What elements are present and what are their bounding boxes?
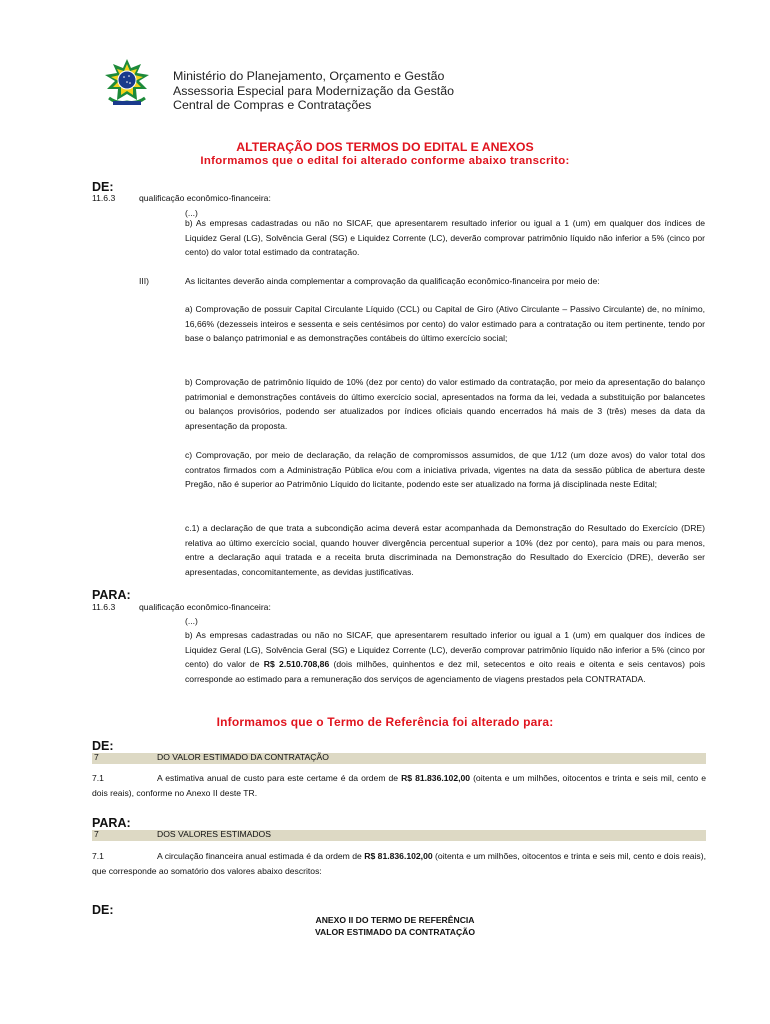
edital-para-item-b (185, 628, 705, 687)
tr-de-item-number: 7.1 (92, 773, 104, 783)
document-subtitle: Informamos que o edital foi alterado conforme abaixo transcrito: (200, 155, 570, 167)
edital-de-item-a: a) Comprovação de possuir Capital Circulante Líquido (CCL) ou Capital de Giro (Ativo Circulante – Passivo Circulante) de, no mínimo, 16,66% (dezesseis inteiros e sessenta e seis centésimos por cento) do valor estimado para a contratação ou item pertinente, tendo por base o balanço patrimonial e as demonstrações contábeis do último exercício social; (185, 304, 705, 344)
tr-de-text-value: R$ 81.836.102,00 (401, 773, 471, 783)
edital-de-item-b: b) As empresas cadastradas ou não no SICAF, que apresentarem resultado inferior ou igual a 1 (um) em qualquer dos índices de Liquidez Geral (LG), Solvência Geral (SG) e Liquidez Corrente (LC), deverão comprovar patrimônio líquido não inferior a 5% (cinco por cento) do valor total estimado da contratação. (185, 218, 705, 258)
tr-para-section-number: 7 (94, 829, 99, 839)
tr-para-section-title: DOS VALORES ESTIMADOS (157, 829, 271, 839)
tr-de-section-title: DO VALOR ESTIMADO DA CONTRATAÇÃO (157, 752, 329, 762)
anexo-title-line2: VALOR ESTIMADO DA CONTRATAÇÃO (314, 927, 476, 937)
anexo-title-line1: ANEXO II DO TERMO DE REFERÊNCIA (315, 915, 475, 925)
edital-para-item-number: 11.6.3 (92, 602, 116, 612)
edital-de-item-b2: b) Comprovação de patrimônio líquido de 10% (dez por cento) do valor estimado da contratação, por meio da apresentação do balanço patrimonial e demonstrações contáveis do último exercício social, apresentados na forma da lei, vedada a substituição por balancetes ou balanços provisórios, podendo ser atualizados por índices oficiais quando encerrados há mais de 3 (três) meses da data da apresentação da proposta. (185, 377, 705, 432)
tr-change-title: Informamos que o Termo de Referência foi alterado para: (216, 715, 554, 729)
tr-para-section-bar (92, 830, 706, 841)
edital-de-item-number: 11.6.3 (92, 193, 116, 203)
tr-para-text-pre: A circulação financeira anual estimada é da ordem de (157, 851, 365, 861)
tr-de-section-bar (92, 753, 706, 764)
tr-de-item-text (92, 771, 706, 800)
tr-para-item-text (92, 849, 706, 878)
edital-de-item-title: qualificação econômico-financeira: (139, 193, 271, 203)
edital-para-item-title: qualificação econômico-financeira: (139, 602, 271, 612)
tr-para-text-post: (oitenta e um milhões, oitocentos e trinta e seis mil, cento e dois reais), que corresponde ao somatório dos valores abaixo descritos: (92, 851, 706, 876)
edital-para-item-b-post: (dois milhões, quinhentos e dez mil, setecentos e oito reais e oitenta e seis centavos) pois corresponde ao estimado para a remuneração dos serviços de agenciamento de viagens prestados pela CONTRATADA. (185, 659, 705, 685)
document-title: ALTERAÇÃO DOS TERMOS DO EDITAL E ANEXOS (236, 140, 534, 154)
anexo-de-label: DE: (92, 903, 114, 917)
tr-para-label: PARA: (92, 816, 131, 830)
edital-para-ellipsis: (...) (185, 616, 198, 626)
tr-de-text-pre: A estimativa anual de custo para este certame é da ordem de (157, 773, 402, 783)
edital-para-item-b-pre: b) As empresas cadastradas ou não no SICAF, que apresentarem resultado inferior ou igual a 1 (um) em qualquer dos índices de Liquidez Geral (LG), Solvência Geral (SG) e Liquidez Corrente (LC), deverão comprovar patrimônio líquido não inferior a 5% (cinco por cento) do valor de (185, 630, 705, 670)
ministry-name: Ministério do Planejamento, Orçamento e Gestão (173, 69, 445, 83)
tr-de-text-post: (oitenta e um milhões, oitocentos e trinta e seis mil, cento e dois reais), conforme no Anexo II deste TR. (92, 773, 706, 798)
tr-para-item-number: 7.1 (92, 851, 104, 861)
coat-of-arms-icon (103, 58, 151, 108)
tr-de-label: DE: (92, 739, 114, 753)
edital-de-item-c: c) Comprovação, por meio de declaração, da relação de compromissos assumidos, de que 1/12 (um doze avos) do valor total dos contratos firmados com a Administração Pública e/ou com a iniciativa privada, vigentes na data da sessão pública de abertura deste Pregão, não é superior ao Patrimônio Líquido do licitante, podendo este ser atualizado na forma já disciplinada neste Edital; (185, 450, 705, 490)
edital-de-item-c1: c.1) a declaração de que trata a subcondição acima deverá estar acompanhada da Demonstração do Resultado do Exercício (DRE) relativa ao último exercício social, quando houver divergência percentual superior a 10% (dez por cento), para mais ou para menos, entre a declaração aqui tratada e a receita bruta discriminada na Demonstração do Resultado do Exercício (DRE), deverão ser apresentadas, concomitantemente, as devidas justificativas. (185, 523, 705, 578)
edital-para-label: PARA: (92, 588, 131, 602)
edital-de-label: DE: (92, 180, 114, 194)
edital-de-roman: III) (139, 276, 150, 286)
central-name: Central de Compras e Contratações (173, 98, 372, 112)
edital-para-item-b-value: R$ 2.510.708,86 (263, 659, 330, 670)
tr-para-text-value: R$ 81.836.102,00 (364, 851, 433, 861)
edital-de-roman-text: As licitantes deverão ainda complementar a comprovação da qualificação econômico-financeira por meio de: (185, 276, 600, 286)
edital-de-ellipsis: (...) (185, 208, 198, 218)
office-name: Assessoria Especial para Modernização da Gestão (173, 84, 455, 98)
tr-de-section-number: 7 (94, 752, 99, 762)
